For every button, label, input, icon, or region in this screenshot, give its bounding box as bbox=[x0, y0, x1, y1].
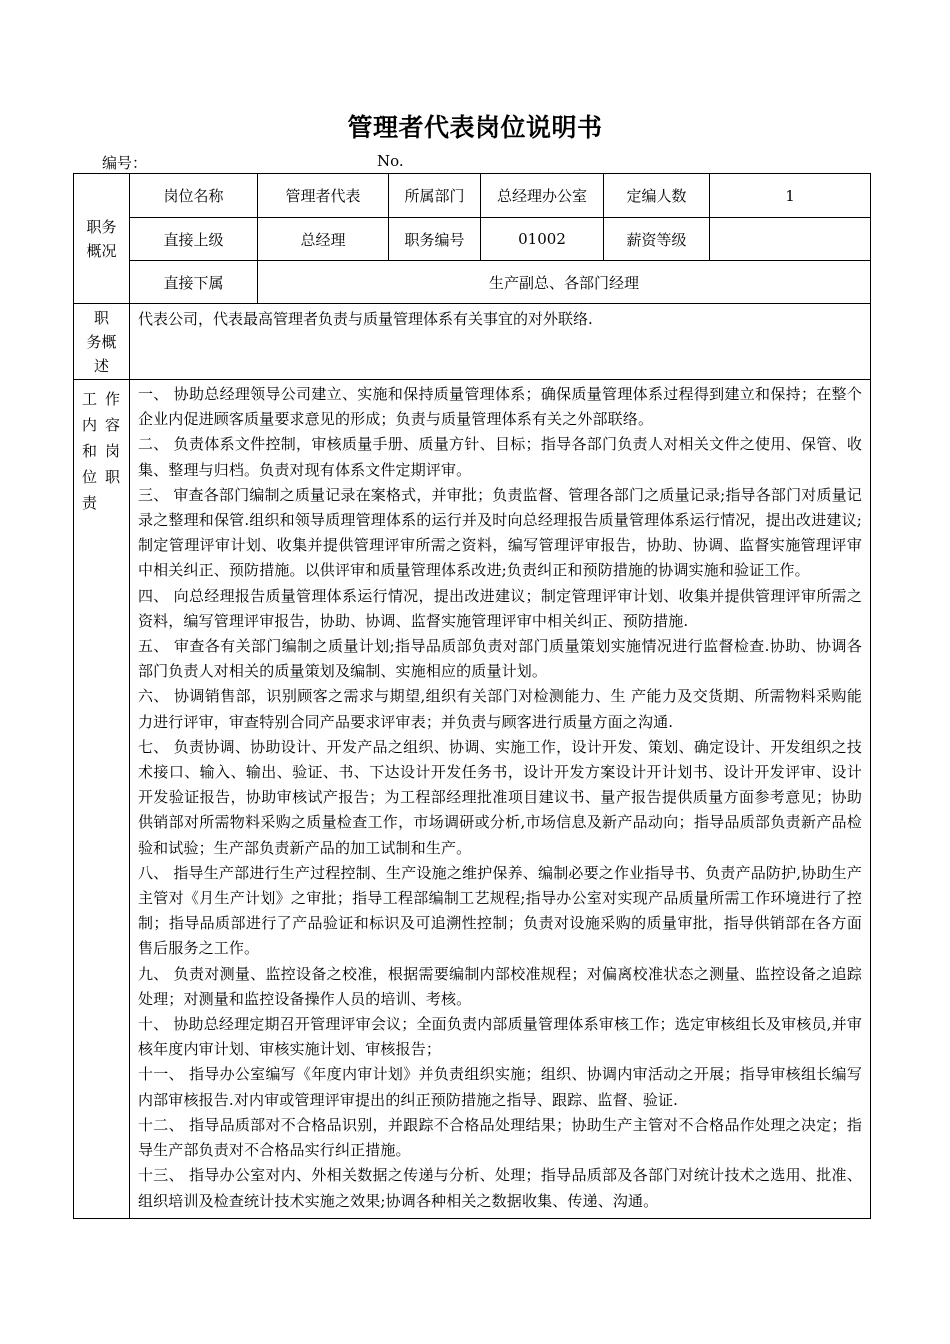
job-code-value: 01002 bbox=[481, 218, 604, 261]
headcount-label: 定编人数 bbox=[604, 174, 710, 218]
duty-item: 五、 审查各有关部门编制之质量计划;指导品质部负责对部门质量策划实施情况进行监督检查.协助、协调各部门负责人对相关的质量策划及编制、实施相应的质量计划。 bbox=[138, 637, 862, 681]
duties-section-label: 工作 内容 和岗 位职 责 bbox=[74, 380, 130, 1219]
duty-item: 十二、 指导品质部对不合格品识别，并跟踪不合格品处理结果；协助生产主管对不合格品作处理之决定；指导生产部负责对不合格品实行纠正措施。 bbox=[138, 1115, 862, 1160]
duties-list bbox=[130, 380, 871, 1219]
duty-item: 二、 负责体系文件控制，审核质量手册、质量方针、目标；指导各部门负责人对相关文件之使用、保管、收集、整理与归档。负责对现有体系文件定期评审。 bbox=[138, 435, 862, 479]
superior-value: 总经理 bbox=[258, 218, 389, 261]
code-label: 编号： bbox=[102, 154, 148, 172]
page-title: 管理者代表岗位说明书 bbox=[347, 113, 603, 142]
duty-item: 四、 向总经理报告质量管理体系运行情况，提出改进建议；制定管理评审计划、收集并提供管理评审所需之资料，编写管理评审报告，协助、协调、监督实施管理评审中相关纠正、预防措施. bbox=[138, 586, 862, 630]
summary-section-label: 职 务概 述 bbox=[74, 304, 130, 380]
job-description-table bbox=[73, 173, 871, 1219]
summary-text: 代表公司，代表最高管理者负责与质量管理体系有关事宜的对外联络. bbox=[130, 304, 871, 380]
duty-item: 八、 指导生产部进行生产过程控制、生产设施之维护保养、编制必要之作业指导书、负责产品防护,协助生产主管对《月生产计划》之审批；指导工程部编制工艺规程;指导办公室对实现产品质量所需工作环境进行了控制；指导品质部进行了产品验证和标识及可追溯性控制；负责对设施采购的质量审批，指导供销部在各方面售后服务之工作。 bbox=[138, 863, 862, 958]
position-name-label: 岗位名称 bbox=[130, 174, 258, 218]
duty-item: 三、 审查各部门编制之质量记录在案格式，并审批；负责监督、管理各部门之质量记录;指导各部门对质量记录之整理和保管.组织和领导质理管理体系的运行并及时向总经理报告质量管理体系运行情况，提出改进建议;制定管理评审计划、收集并提供管理评审所需之资料，编写管理评审报告，协助、协调、监督实施管理评审中相关纠正、预防措施。以供评审和质量管理体系改进;负责纠正和预防措施的协调实施和验证工作。 bbox=[138, 485, 862, 580]
job-code-label: 职务编号 bbox=[389, 218, 481, 261]
headcount-value: 1 bbox=[710, 174, 871, 218]
duty-item: 六、 协调销售部，识别顾客之需求与期望,组织有关部门对检测能力、生 产能力及交货期、所需物料采购能力进行评审，审查特别合同产品要求评审表；并负责与顾客进行质量方面之沟通. bbox=[138, 687, 862, 731]
duty-item: 七、 负责协调、协助设计、开发产品之组织、协调、实施工作，设计开发、策划、确定设计、开发组织之技术接口、输入、输出、验证、书、下达设计开发任务书，设计开发方案设计开计划书、设计开发评审、设计开发验证报告，协助审核试产报告；为工程部经理批准项目建议书、量产报告提供质量方面参考意见；协助供销部对所需物料采购之质量检查工作，市场调研或分析,市场信息及新产品动向；指导品质部负责新产品检验和试验；生产部负责新产品的加工试制和生产。 bbox=[138, 737, 862, 857]
subordinate-label: 直接下属 bbox=[130, 261, 258, 304]
salary-grade-value bbox=[710, 218, 871, 261]
duty-item: 一、 协助总经理领导公司建立、实施和保持质量管理体系；确保质量管理体系过程得到建立和保持；在整个企业内促进顾客质量要求意见的形成；负责与质量管理体系有关之外部联络。 bbox=[138, 385, 862, 429]
superior-label: 直接上级 bbox=[130, 218, 258, 261]
salary-grade-label: 薪资等级 bbox=[604, 218, 710, 261]
duty-item: 十、 协助总经理定期召开管理评审会议；全面负责内部质量管理体系审核工作；选定审核组长及审核员,并审核年度内审计划、审核实施计划、审核报告； bbox=[138, 1015, 862, 1059]
duty-item: 十一、 指导办公室编写《年度内审计划》并负责组织实施；组织、协调内审活动之开展；指导审核组长编写内部审核报告.对内审或管理评审提出的纠正预防措施之指导、跟踪、监督、验证. bbox=[138, 1065, 862, 1109]
duty-item: 九、 负责对测量、监控设备之校准，根据需要编制内部校准规程；对偏离校准状态之测量、监控设备之追踪处理；对测量和监控设备操作人员的培训、考核。 bbox=[138, 964, 862, 1008]
duty-item: 十三、 指导办公室对内、外相关数据之传递与分析、处理；指导品质部及各部门对统计技术之选用、批准、组织培训及检查统计技术实施之效果;协调各种相关之数据收集、传递、沟通。 bbox=[138, 1166, 862, 1210]
overview-section-label: 职务 概况 bbox=[74, 174, 130, 304]
department-value: 总经理办公室 bbox=[481, 174, 604, 218]
subordinate-value: 生产副总、各部门经理 bbox=[258, 261, 871, 304]
no-label: No. bbox=[377, 152, 404, 170]
position-name-value: 管理者代表 bbox=[258, 174, 389, 218]
department-label: 所属部门 bbox=[389, 174, 481, 218]
